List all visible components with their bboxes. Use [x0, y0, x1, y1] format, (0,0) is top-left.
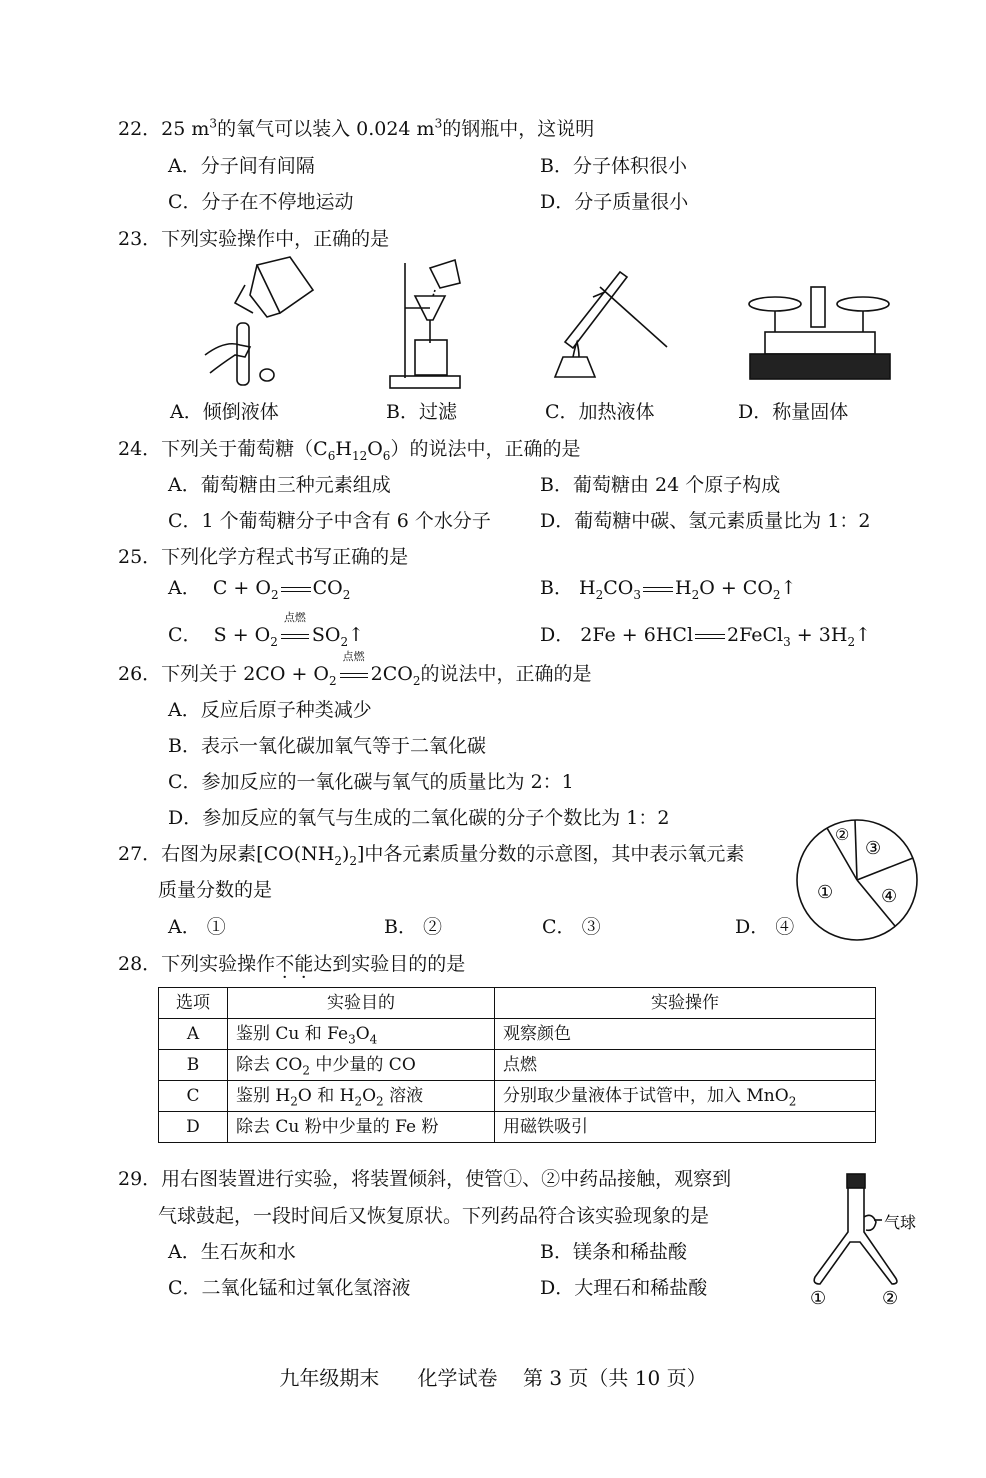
table-cell-operation: 点燃	[495, 1050, 876, 1081]
experiment-table	[158, 987, 876, 1143]
q25-stem: 25．下列化学方程式书写正确的是	[118, 546, 409, 568]
q24-option-b: B．葡萄糖由 24 个原子构成	[540, 474, 781, 496]
q24-option-d: D．葡萄糖中碳、氢元素质量比为 1：2	[540, 510, 871, 532]
q26-stem: 26．下列关于 $2CO + O_2$ 点燃 $2CO_2$的说法中，正确的是	[118, 650, 592, 688]
q27-option-a: A． ①	[168, 916, 226, 938]
q22-stem: 22．25 $m^3$的氧气可以装入 0.024 $m^3$的钢瓶中，这说明	[118, 116, 595, 140]
q24-option-c: C．1 个葡萄糖分子中含有 6 个水分子	[168, 510, 491, 532]
table-header-goal: 实验目的	[228, 988, 495, 1019]
pie-label-3: ③	[865, 838, 882, 859]
q27-stem: 27．右图为尿素$[CO(NH_2)_2]$中各元素质量分数的示意图，其中表示氧元素	[118, 843, 745, 868]
q29-option-c: C．二氧化锰和过氧化氢溶液	[168, 1277, 411, 1299]
q23-stem: 23．下列实验操作中，正确的是	[118, 228, 390, 250]
heating-liquid-illustration	[545, 262, 675, 392]
q26-option-b: B．表示一氧化碳加氧气等于二氧化碳	[168, 735, 486, 757]
q24-option-a: A．葡萄糖由三种元素组成	[168, 474, 391, 496]
q25-option-c: C． $S + O_2$ 点燃 $SO_2↑$	[168, 611, 365, 649]
table-cell-operation: 观察颜色	[495, 1019, 876, 1050]
q26-option-d: D．参加反应的氧气与生成的二氧化碳的分子个数比为 1：2	[168, 807, 670, 829]
balloon-label: 气球	[884, 1213, 917, 1232]
q25-option-b: B． $H_2CO_3$ $H_2O$ + $CO_2↑$	[540, 577, 797, 602]
q22-option-b: B．分子体积很小	[540, 155, 687, 177]
q22-option-a: A．分子间有间隔	[168, 155, 315, 177]
table-row: D 除去 Cu 粉中少量的 Fe 粉 用磁铁吸引	[159, 1112, 876, 1143]
table-cell-operation: 分别取少量液体于试管中，加入 MnO$_2$	[495, 1081, 876, 1112]
table-header-operation: 实验操作	[495, 988, 876, 1019]
table-row: A 鉴别 Cu 和 $Fe_3O_4$ 观察颜色	[159, 1019, 876, 1050]
pie-label-1: ①	[817, 882, 834, 903]
q29-stem: 29．用右图装置进行实验，将装置倾斜，使管①、②中药品接触，观察到	[118, 1168, 732, 1190]
table-cell-operation: 用磁铁吸引	[495, 1112, 876, 1143]
q27-option-c: C． ③	[542, 916, 601, 938]
q26-option-c: C．参加反应的一氧化碳与氧气的质量比为 2：1	[168, 771, 574, 793]
q29-option-d: D．大理石和稀盐酸	[540, 1277, 708, 1299]
q27-stem-line2: 质量分数的是	[158, 879, 273, 901]
q29-stem-line2: 气球鼓起，一段时间后又恢复原状。下列药品符合该实验现象的是	[158, 1205, 710, 1227]
urea-pie-diagram	[795, 818, 920, 943]
pie-label-4: ④	[881, 886, 898, 907]
table-cell-goal: 除去 Cu 粉中少量的 Fe 粉	[228, 1112, 495, 1143]
pouring-liquid-illustration	[195, 255, 325, 390]
tube-label-2: ②	[882, 1288, 899, 1309]
table-cell-goal: 鉴别 Cu 和 $Fe_3O_4$	[228, 1019, 495, 1050]
q22-option-c: C．分子在不停地运动	[168, 191, 354, 213]
q23-option-a: A．倾倒液体	[170, 401, 279, 423]
q23-option-b: B．过滤	[386, 401, 457, 423]
q24-stem: 24．下列关于葡萄糖$(C_6H_{12}O_6)$的说法中，正确的是	[118, 438, 581, 463]
table-row: C 鉴别 $H_2O$ 和 $H_2O_2$ 溶液 分别取少量液体于试管中，加入 MnO$_2$	[159, 1081, 876, 1112]
pie-label-2: ②	[835, 825, 850, 844]
table-header-option: 选项	[159, 988, 228, 1019]
q22-option-d: D．分子质量很小	[540, 191, 689, 213]
q25-option-d: D． 2Fe + 6HCl 2FeCl$_3$ + $3H_2↑$	[540, 624, 871, 649]
q29-option-a: A．生石灰和水	[168, 1241, 296, 1263]
page-footer: 九年级期末 化学试卷 第 3 页（共 10 页）	[279, 1366, 707, 1390]
q26-option-a: A．反应后原子种类减少	[168, 699, 372, 721]
y-tube-apparatus	[800, 1172, 950, 1312]
q29-option-b: B．镁条和稀盐酸	[540, 1241, 687, 1263]
q27-option-d: D． ④	[735, 916, 795, 938]
tube-label-1: ①	[810, 1288, 827, 1309]
q25-option-a: A． $C + O_2$ $CO_2$	[168, 577, 351, 602]
table-header-row	[159, 988, 876, 1019]
filtration-illustration	[385, 258, 475, 393]
q23-option-c: C．加热液体	[545, 401, 655, 423]
table-cell-goal: 鉴别 $H_2O$ 和 $H_2O_2$ 溶液	[228, 1081, 495, 1112]
q23-option-d: D．称量固体	[738, 401, 849, 423]
table-row: B 除去 $CO_2$ 中少量的 CO 点燃	[159, 1050, 876, 1081]
balance-illustration	[745, 282, 895, 387]
q27-option-b: B． ②	[384, 916, 443, 938]
q28-stem: 28．下列实验操作不能达到实验目的的是	[118, 953, 466, 975]
table-cell-goal: 除去 $CO_2$ 中少量的 CO	[228, 1050, 495, 1081]
